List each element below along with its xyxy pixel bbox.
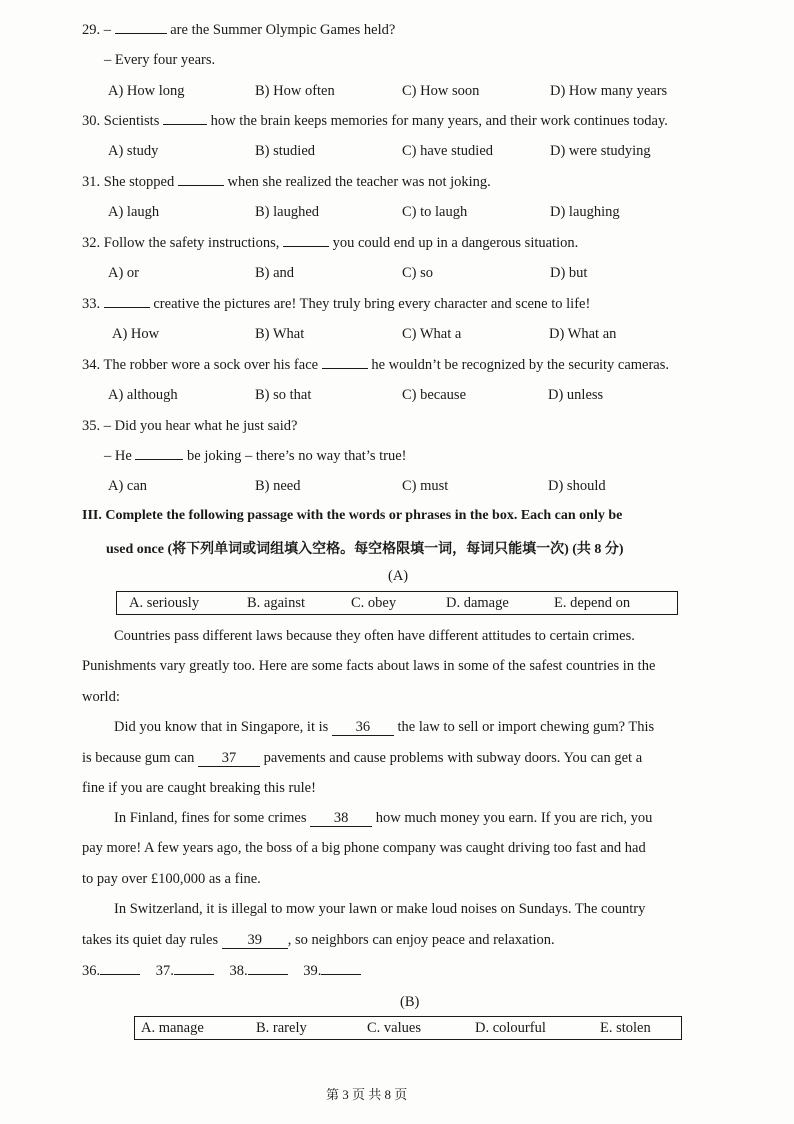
passage-line: In Switzerland, it is illegal to mow your lawn or make loud noises on Sundays. The country [114,901,646,917]
question-29-response: – Every four years. [104,52,216,68]
answer-blank[interactable] [115,32,167,34]
answer-blank[interactable] [104,306,150,308]
answer-blank-36[interactable] [100,973,140,975]
answer-blank-39[interactable] [321,973,361,975]
answer-row: 36. 37. 38. 39. [82,963,361,980]
answer-blank-37[interactable] [174,973,214,975]
passage-line: takes its quiet day rules 39 , so neighbors can enjoy peace and relaxation. [82,932,555,948]
word-option: C. obey [351,595,397,611]
question-32-stem: 32. Follow the safety instructions, you could end up in a dangerous situation. [82,235,579,251]
option-a[interactable]: A) although [108,387,178,403]
question-30-stem: 30. Scientists how the brain keeps memories for many years, and their work continues today. [82,113,668,129]
passage-line: world: [82,689,120,705]
option-c[interactable]: C) to laugh [402,204,468,220]
option-c[interactable]: C) so [402,265,434,281]
passage-line: to pay over £100,000 as a fine. [82,871,261,887]
option-d[interactable]: D) but [550,265,588,281]
option-b[interactable]: B) studied [255,143,316,159]
option-c[interactable]: C) have studied [402,143,494,159]
question-35-response: – He be joking – there’s no way that’s true! [104,448,407,464]
word-option: B. rarely [256,1020,307,1036]
answer-blank[interactable] [178,184,224,186]
word-box-a [116,591,678,615]
option-d[interactable]: D) were studying [550,143,651,159]
option-b[interactable]: B) What [255,326,305,342]
word-option: E. depend on [554,595,631,611]
option-c[interactable]: C) How soon [402,83,480,99]
answer-blank[interactable] [163,123,207,125]
part-a-label: (A) [388,568,409,584]
question-34-stem: 34. The robber wore a sock over his face he wouldn’t be recognized by the security cameras. [82,357,670,373]
option-d[interactable]: D) should [548,478,606,494]
word-option: B. against [247,595,305,611]
part-b-label: (B) [400,994,420,1010]
section-heading-instructions: used once (将下列单词或词组填入空格。每空格限填一词，每词只能填一次) (共 8 分) [106,542,624,557]
page-footer: 第 3 页 共 8 页 [326,1087,408,1102]
blank-36[interactable]: 36 [332,720,394,736]
passage-line: is because gum can 37 pavements and cause problems with subway doors. You can get a [82,750,643,766]
option-c[interactable]: C) What a [402,326,462,342]
passage-line: fine if you are caught breaking this rule! [82,780,316,796]
option-a[interactable]: A) laugh [108,204,160,220]
word-option: A. seriously [129,595,200,611]
word-option: D. damage [446,595,509,611]
option-b[interactable]: B) laughed [255,204,320,220]
option-a[interactable]: A) How long [108,83,185,99]
option-a[interactable]: A) study [108,143,159,159]
blank-39[interactable]: 39 [222,933,288,949]
blank-37[interactable]: 37 [198,751,260,767]
option-b[interactable]: B) How often [255,83,335,99]
passage-line: Countries pass different laws because they often have different attitudes to certain crimes. [114,628,635,644]
option-d[interactable]: D) What an [549,326,617,342]
passage-line: Did you know that in Singapore, it is 36 the law to sell or import chewing gum? This [114,719,655,735]
word-option: E. stolen [600,1020,651,1036]
option-b[interactable]: B) and [255,265,295,281]
option-c[interactable]: C) because [402,387,467,403]
blank-38[interactable]: 38 [310,811,372,827]
option-a[interactable]: A) can [108,478,148,494]
question-33-stem: 33. creative the pictures are! They truly bring every character and scene to life! [82,296,591,312]
word-option: C. values [367,1020,421,1036]
option-b[interactable]: B) need [255,478,301,494]
option-d[interactable]: D) unless [548,387,604,403]
word-option: A. manage [141,1020,204,1036]
option-a[interactable]: A) How [112,326,160,342]
answer-blank-38[interactable] [248,973,288,975]
question-29-stem: 29. – are the Summer Olympic Games held? [82,22,396,38]
question-35-stem: 35. – Did you hear what he just said? [82,418,298,434]
section-heading: III. Complete the following passage with the words or phrases in the box. Each can only be [82,508,623,523]
answer-blank[interactable] [135,458,183,460]
option-d[interactable]: D) laughing [550,204,620,220]
answer-blank[interactable] [322,367,368,369]
option-d[interactable]: D) How many years [550,83,668,99]
word-box-b [134,1016,682,1040]
option-b[interactable]: B) so that [255,387,312,403]
option-a[interactable]: A) or [108,265,140,281]
passage-line: In Finland, fines for some crimes 38 how much money you earn. If you are rich, you [114,810,653,826]
passage-line: pay more! A few years ago, the boss of a big phone company was caught driving too fast and had [82,840,646,856]
answer-blank[interactable] [283,245,329,247]
passage-line: Punishments vary greatly too. Here are some facts about laws in some of the safest countries in the [82,658,656,674]
word-option: D. colourful [475,1020,546,1036]
question-31-stem: 31. She stopped when she realized the teacher was not joking. [82,174,491,190]
option-c[interactable]: C) must [402,478,449,494]
